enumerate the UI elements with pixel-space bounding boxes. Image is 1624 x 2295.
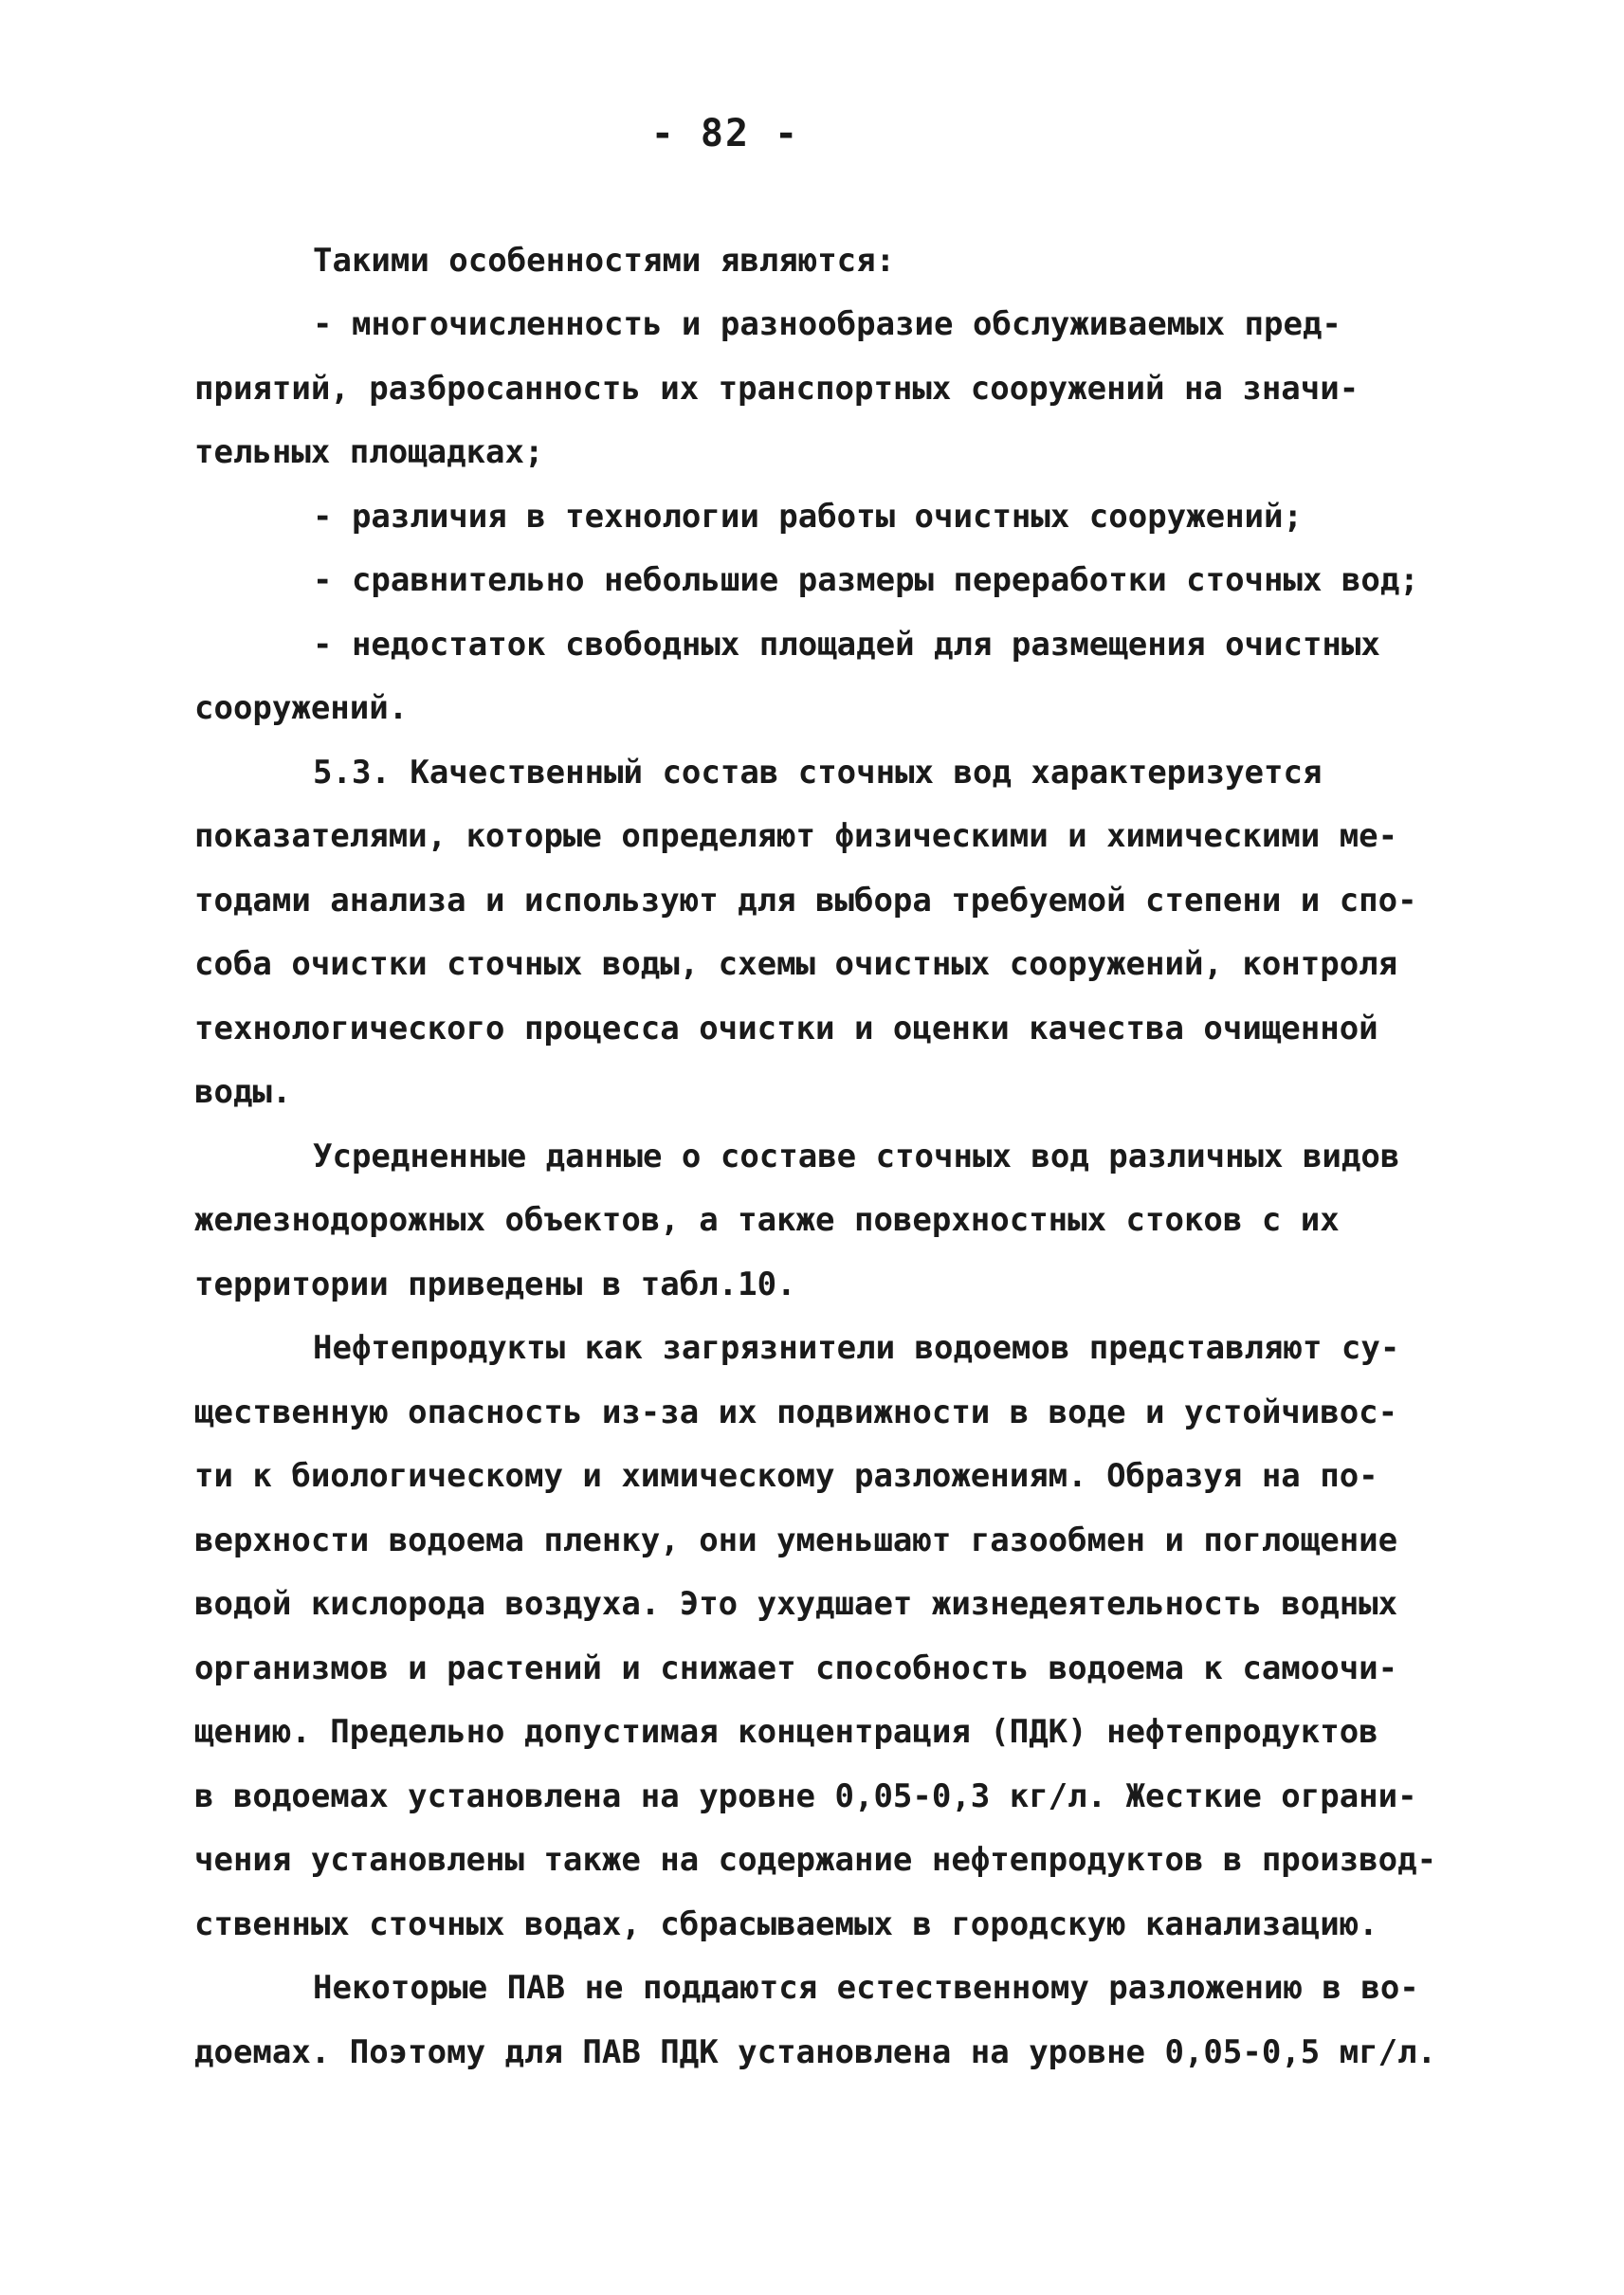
text-line: щественную опасность из-за их подвижности в воде и устойчивос- xyxy=(194,1393,1398,1431)
text-line: Такими особенностями являются: xyxy=(313,242,896,280)
text-line: Усредненные данные о составе сточных вод различных видов xyxy=(313,1138,1400,1175)
text-line: соба очистки сточных воды, схемы очистных сооружений, контроля xyxy=(194,945,1398,983)
text-line: ственных сточных водах, сбрасываемых в городскую канализацию. xyxy=(194,1905,1378,1943)
text-line: организмов и растений и снижает способность водоема к самоочи- xyxy=(194,1649,1398,1687)
page-number: - 82 - xyxy=(650,112,800,155)
text-line: в водоемах установлена на уровне 0,05-0,3 кг/л. Жесткие ограни- xyxy=(194,1777,1417,1815)
text-line: технологического процесса очистки и оценки качества очищенной xyxy=(194,1010,1378,1047)
text-line: показателями, которые определяют физическими и химическими ме- xyxy=(194,817,1398,855)
text-line: - недостаток свободных площадей для размещения очистных xyxy=(313,626,1380,664)
text-line: чения установлены также на содержание нефтепродуктов в производ- xyxy=(194,1841,1437,1879)
text-line: Некоторые ПАВ не поддаются естественному разложению в во- xyxy=(313,1969,1419,2007)
text-line: тельных площадках; xyxy=(194,433,544,471)
text-line: приятий, разбросанность их транспортных сооружений на значи- xyxy=(194,370,1359,408)
text-line: территории приведены в табл.10. xyxy=(194,1266,796,1303)
text-line: - сравнительно небольшие размеры переработки сточных вод; xyxy=(313,561,1419,599)
text-line: железнодорожных объектов, а также поверхностных стоков с их xyxy=(194,1201,1340,1239)
text-line: доемах. Поэтому для ПАВ ПДК установлена на уровне 0,05-0,5 мг/л. xyxy=(194,2033,1437,2071)
text-line: 5.3. Качественный состав сточных вод характеризуется xyxy=(313,754,1323,792)
text-line: Нефтепродукты как загрязнители водоемов представляют су- xyxy=(313,1329,1400,1367)
text-line: - различия в технологии работы очистных сооружений; xyxy=(313,498,1303,536)
text-line: щению. Предельно допустимая концентрация (ПДК) нефтепродуктов xyxy=(194,1713,1378,1751)
text-line: ти к биологическому и химическому разложениям. Образуя на по- xyxy=(194,1457,1378,1495)
text-line: тодами анализа и используют для выбора требуемой степени и спо- xyxy=(194,882,1417,920)
text-line: водой кислорода воздуха. Это ухудшает жизнедеятельность водных xyxy=(194,1585,1398,1623)
text-line: сооружений. xyxy=(194,689,409,727)
text-line: верхности водоема пленку, они уменьшают газообмен и поглощение xyxy=(194,1521,1398,1559)
text-line: - многочисленность и разнообразие обслуживаемых пред- xyxy=(313,305,1341,343)
text-line: воды. xyxy=(194,1073,292,1111)
